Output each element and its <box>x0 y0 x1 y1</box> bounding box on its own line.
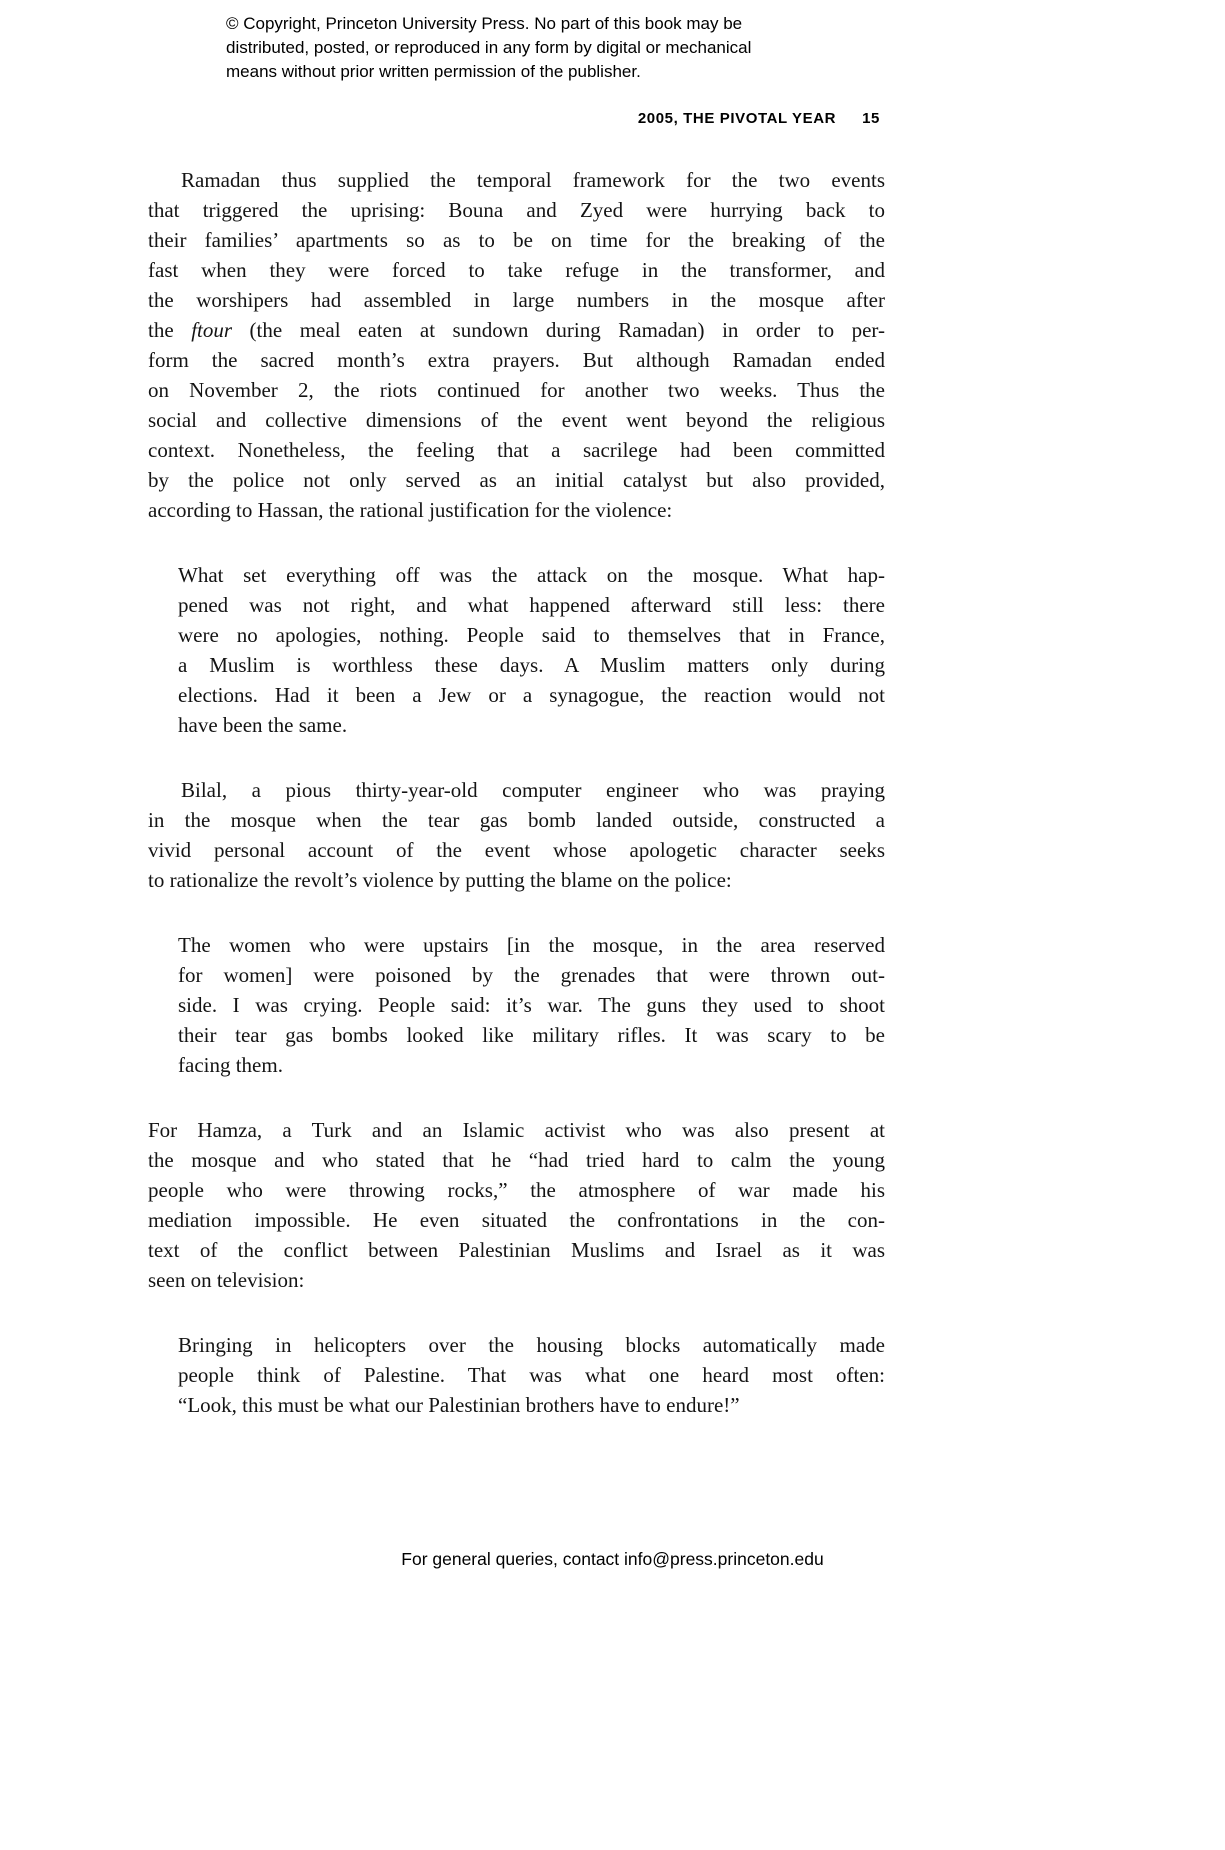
text-line <box>148 805 885 835</box>
text-line <box>178 650 885 680</box>
text-line <box>178 1330 885 1360</box>
text-line <box>178 590 885 620</box>
text-line <box>178 1050 885 1080</box>
text-segment: Bringing in helicopters over the housing blocks automatically made <box>178 1333 885 1357</box>
text-segment: mediation impossible. He even situated the confrontations in the con- <box>148 1208 885 1232</box>
chapter-title: 2005, THE PIVOTAL YEAR <box>637 110 837 127</box>
text-line <box>148 375 885 405</box>
italic-text: ftour <box>191 318 233 342</box>
text-line <box>148 345 885 375</box>
text-segment: according to Hassan, the rational justification for the violence: <box>148 498 673 522</box>
text-segment: to rationalize the revolt’s violence by putting the blame on the police: <box>148 868 732 892</box>
text-segment: distributed, posted, or reproduced in any form by digital or mechanical <box>226 38 752 57</box>
text-line <box>178 1360 885 1390</box>
text-line <box>148 865 885 895</box>
page-number: 15 <box>862 110 880 127</box>
text-segment: have been the same. <box>178 713 348 737</box>
text-segment: for women] were poisoned by the grenades that were thrown out- <box>178 963 885 987</box>
text-segment: were no apologies, nothing. People said to themselves that in France, <box>178 623 885 647</box>
text-segment: What set everything off was the attack on the mosque. What hap- <box>178 563 885 587</box>
text-line <box>148 1145 885 1175</box>
text-segment: © Copyright, Princeton University Press. No part of this book may be <box>226 14 743 33</box>
text-segment: in the mosque when the tear gas bomb landed outside, constructed a <box>148 808 885 832</box>
text-line <box>178 930 885 960</box>
paragraph-1 <box>148 165 885 525</box>
text-line <box>178 960 885 990</box>
text-segment: form the sacred month’s extra prayers. But although Ramadan ended <box>148 348 885 372</box>
text-segment: means without prior written permission of the publisher. <box>226 62 641 81</box>
text-line <box>178 1020 885 1050</box>
text-line <box>148 1115 885 1145</box>
text-line <box>226 60 751 84</box>
text-line <box>148 285 885 315</box>
text-line <box>148 775 885 805</box>
text-line <box>148 495 885 525</box>
text-line <box>178 710 885 740</box>
text-line <box>148 195 885 225</box>
text-line <box>178 680 885 710</box>
text-segment: text of the conflict between Palestinian Muslims and Israel as it was <box>148 1238 885 1262</box>
text-segment: For Hamza, a Turk and an Islamic activist who was also present at <box>148 1118 885 1142</box>
text-line <box>226 36 751 60</box>
text-segment: fast when they were forced to take refuge in the transformer, and <box>148 258 885 282</box>
text-segment: their tear gas bombs looked like military rifles. It was scary to be <box>178 1023 885 1047</box>
text-segment: seen on television: <box>148 1268 305 1292</box>
text-line <box>226 12 751 36</box>
text-segment: on November 2, the riots continued for another two weeks. Thus the <box>148 378 885 402</box>
block-quote-3 <box>178 1330 885 1420</box>
text-line <box>148 835 885 865</box>
block-quote-2 <box>178 930 885 1080</box>
paragraph-3 <box>148 1115 885 1295</box>
page-body <box>148 165 885 1420</box>
copyright-notice <box>226 12 751 84</box>
text-line <box>148 435 885 465</box>
text-segment: pened was not right, and what happened afterward still less: there <box>178 593 885 617</box>
text-line <box>148 405 885 435</box>
text-line <box>148 225 885 255</box>
running-header <box>638 110 880 127</box>
text-segment: the worshipers had assembled in large numbers in the mosque after <box>148 288 885 312</box>
text-line <box>178 620 885 650</box>
text-segment: that triggered the uprising: Bouna and Zyed were hurrying back to <box>148 198 885 222</box>
text-segment: Bilal, a pious thirty-year-old computer engineer who was praying <box>181 778 885 802</box>
text-line <box>148 255 885 285</box>
text-line <box>148 315 885 345</box>
text-segment: vivid personal account of the event whose apologetic character seeks <box>148 838 885 862</box>
text-line <box>148 1205 885 1235</box>
text-line <box>148 1235 885 1265</box>
text-segment: facing them. <box>178 1053 283 1077</box>
text-line <box>178 560 885 590</box>
text-segment: the mosque and who stated that he “had tried hard to calm the young <box>148 1148 885 1172</box>
text-segment: the <box>148 318 192 342</box>
text-segment: (the meal eaten at sundown during Ramadan) in order to per- <box>232 318 885 342</box>
text-segment: their families’ apartments so as to be on time for the breaking of the <box>148 228 885 252</box>
text-line <box>148 1175 885 1205</box>
text-line <box>148 465 885 495</box>
page-footer <box>0 1549 1225 1570</box>
text-segment: social and collective dimensions of the event went beyond the religious <box>148 408 885 432</box>
footer-text: For general queries, contact info@press.princeton.edu <box>401 1549 824 1569</box>
text-line <box>178 990 885 1020</box>
text-segment: people who were throwing rocks,” the atmosphere of war made his <box>148 1178 885 1202</box>
paragraph-2 <box>148 775 885 895</box>
text-segment: by the police not only served as an initial catalyst but also provided, <box>148 468 885 492</box>
text-segment: The women who were upstairs [in the mosque, in the area reserved <box>178 933 885 957</box>
text-segment: a Muslim is worthless these days. A Muslim matters only during <box>178 653 885 677</box>
text-segment: Ramadan thus supplied the temporal framework for the two events <box>181 168 885 192</box>
text-segment: people think of Palestine. That was what one heard most often: <box>178 1363 885 1387</box>
text-line <box>148 165 885 195</box>
text-segment: context. Nonetheless, the feeling that a sacrilege had been committed <box>148 438 885 462</box>
text-segment: side. I was crying. People said: it’s war. The guns they used to shoot <box>178 993 885 1017</box>
text-line <box>148 1265 885 1295</box>
text-line <box>178 1390 885 1420</box>
text-segment: elections. Had it been a Jew or a synagogue, the reaction would not <box>178 683 885 707</box>
block-quote-1 <box>178 560 885 740</box>
text-segment: “Look, this must be what our Palestinian brothers have to endure!” <box>178 1393 740 1417</box>
